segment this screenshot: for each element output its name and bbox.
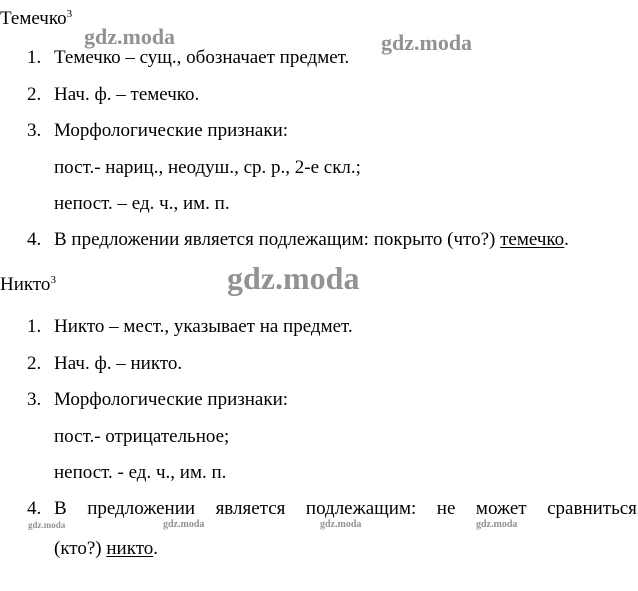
list-item: 3. Морфологические признаки: [27, 389, 289, 410]
list-item: 3. Морфологические признаки: [27, 120, 289, 141]
watermark: gdz.moda [28, 520, 66, 530]
watermark: gdz.moda [476, 519, 518, 530]
entry-heading-nikto: Никто$^3$ [0, 274, 56, 295]
list-item-continuation: (кто?) никто. [54, 538, 158, 559]
watermark: gdz.moda [163, 519, 205, 530]
sub-item-constant: пост.- нариц., неодуш., ср. р., 2-е скл.; [54, 157, 361, 178]
list-item: 4. В предложении является подлежащим: не может сравниться [27, 498, 637, 519]
list-item: 1. Темечко – сущ., обозначает предмет. [27, 47, 350, 68]
entry-heading-temechko: Темечко$^3$ [0, 8, 73, 29]
list-item: 4. В предложении является подлежащим: покрыто (что?) темечко. [27, 229, 569, 250]
sub-item-variable: непост. – ед. ч., им. п. [54, 193, 230, 214]
justified-line: В предложении является подлежащим: не может сравниться [54, 498, 637, 519]
sub-item-variable: непост. - ед. ч., им. п. [54, 462, 227, 483]
watermark: gdz.moda [84, 24, 176, 49]
list-item: 2. Нач. ф. – никто. [27, 353, 183, 374]
watermark: gdz.moda [381, 30, 473, 55]
underlined-word: темечко [500, 229, 565, 250]
watermark: gdz.moda [227, 260, 360, 296]
list-item: 2. Нач. ф. – темечко. [27, 84, 200, 105]
watermark: gdz.moda [320, 519, 362, 530]
underlined-word: никто [106, 538, 154, 559]
sub-item-constant: пост.- отрицательное; [54, 426, 230, 447]
list-item: 1. Никто – мест., указывает на предмет. [27, 316, 353, 337]
